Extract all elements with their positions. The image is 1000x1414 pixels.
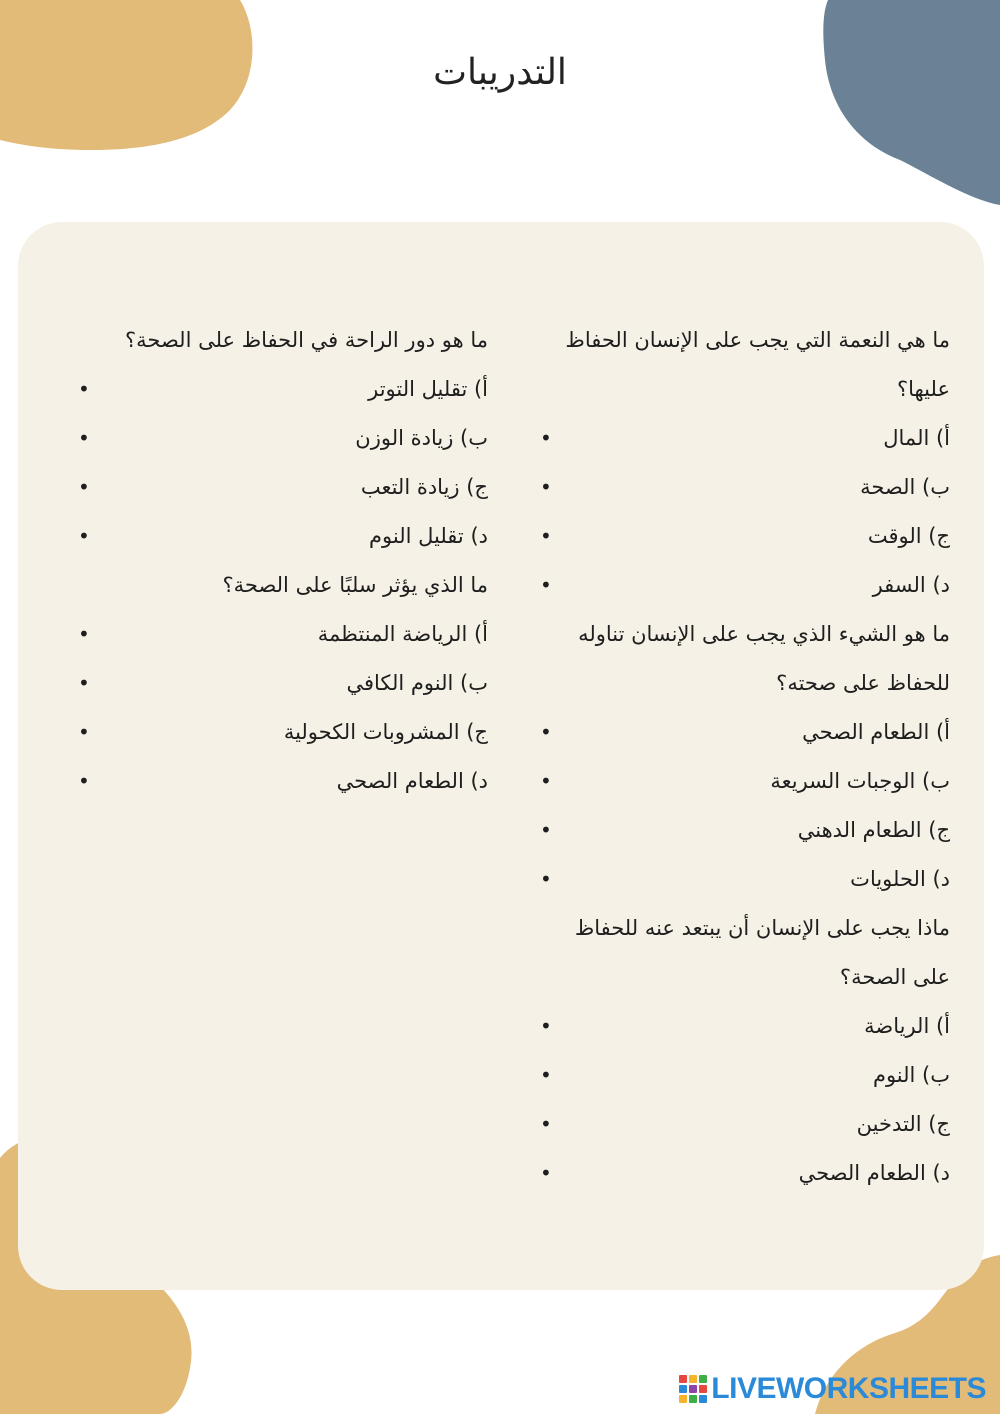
question-block <box>540 316 950 610</box>
page-title: التدريبات <box>433 52 567 93</box>
bullet-icon: • <box>78 475 90 499</box>
bullet-icon: • <box>540 1112 552 1136</box>
answer-option[interactable] <box>540 708 950 757</box>
option-label: د) السفر <box>872 573 950 597</box>
question-text: ما هي النعمة التي يجب على الإنسان الحفاظ عليها؟ <box>565 328 950 401</box>
option-label: ج) التدخين <box>856 1112 950 1136</box>
answer-option[interactable] <box>78 757 488 806</box>
option-label: د) الحلويات <box>850 867 950 891</box>
option-label: ج) زيادة التعب <box>360 475 488 499</box>
bullet-icon: • <box>78 426 90 450</box>
option-label: ج) الطعام الدهني <box>797 818 950 842</box>
answer-option[interactable] <box>540 855 950 904</box>
bullet-icon: • <box>540 769 552 793</box>
question-text: ما هو دور الراحة في الحفاظ على الصحة؟ <box>125 328 488 352</box>
answer-option[interactable] <box>540 1002 950 1051</box>
question-block <box>78 561 488 806</box>
answer-option[interactable] <box>540 757 950 806</box>
bullet-icon: • <box>78 720 90 744</box>
bullet-icon: • <box>78 524 90 548</box>
top-right-blob <box>820 0 1000 205</box>
option-label: ب) النوم <box>872 1063 950 1087</box>
bullet-icon: • <box>540 1063 552 1087</box>
bullet-icon: • <box>78 377 90 401</box>
answer-option[interactable] <box>540 1149 950 1198</box>
option-label: أ) المال <box>883 426 950 450</box>
answer-option[interactable] <box>540 512 950 561</box>
question-text: ماذا يجب على الإنسان أن يبتعد عنه للحفاظ على الصحة؟ <box>574 916 950 989</box>
answer-option[interactable] <box>540 806 950 855</box>
option-label: أ) الطعام الصحي <box>802 720 950 744</box>
bullet-icon: • <box>78 769 90 793</box>
question-block <box>540 610 950 904</box>
liveworksheets-logo[interactable] <box>679 1372 986 1406</box>
question-text: ما الذي يؤثر سلبًا على الصحة؟ <box>222 573 488 597</box>
bullet-icon: • <box>540 426 552 450</box>
answer-option[interactable] <box>78 512 488 561</box>
right-column <box>540 316 950 1198</box>
option-label: د) تقليل النوم <box>369 524 488 548</box>
option-label: ب) الوجبات السريعة <box>770 769 950 793</box>
option-label: د) الطعام الصحي <box>798 1161 950 1185</box>
bullet-icon: • <box>78 622 90 646</box>
bullet-icon: • <box>540 475 552 499</box>
bullet-icon: • <box>540 573 552 597</box>
logo-text: LIVEWORKSHEETS <box>711 1372 986 1405</box>
question-text: ما هو الشيء الذي يجب على الإنسان تناوله للحفاظ على صحته؟ <box>578 622 950 695</box>
answer-option[interactable] <box>78 659 488 708</box>
answer-option[interactable] <box>78 463 488 512</box>
option-label: ب) النوم الكافي <box>346 671 488 695</box>
bullet-icon: • <box>78 671 90 695</box>
answer-option[interactable] <box>540 1051 950 1100</box>
option-label: ب) زيادة الوزن <box>355 426 488 450</box>
option-label: د) الطعام الصحي <box>336 769 488 793</box>
answer-option[interactable] <box>78 708 488 757</box>
option-label: أ) الرياضة المنتظمة <box>317 622 488 646</box>
option-label: ج) المشروبات الكحولية <box>283 720 488 744</box>
liveworksheets-grid-icon <box>679 1375 707 1403</box>
answer-option[interactable] <box>78 365 488 414</box>
option-label: ب) الصحة <box>860 475 950 499</box>
bullet-icon: • <box>540 524 552 548</box>
option-label: أ) تقليل التوتر <box>368 377 488 401</box>
option-label: أ) الرياضة <box>864 1014 950 1038</box>
question-block <box>540 904 950 1198</box>
bullet-icon: • <box>540 1014 552 1038</box>
answer-option[interactable] <box>540 414 950 463</box>
answer-option[interactable] <box>540 561 950 610</box>
bullet-icon: • <box>540 867 552 891</box>
question-block <box>78 316 488 561</box>
answer-option[interactable] <box>540 1100 950 1149</box>
bullet-icon: • <box>540 720 552 744</box>
answer-option[interactable] <box>78 414 488 463</box>
answer-option[interactable] <box>540 463 950 512</box>
left-column <box>78 316 488 806</box>
bullet-icon: • <box>540 1161 552 1185</box>
answer-option[interactable] <box>78 610 488 659</box>
bullet-icon: • <box>540 818 552 842</box>
option-label: ج) الوقت <box>867 524 950 548</box>
